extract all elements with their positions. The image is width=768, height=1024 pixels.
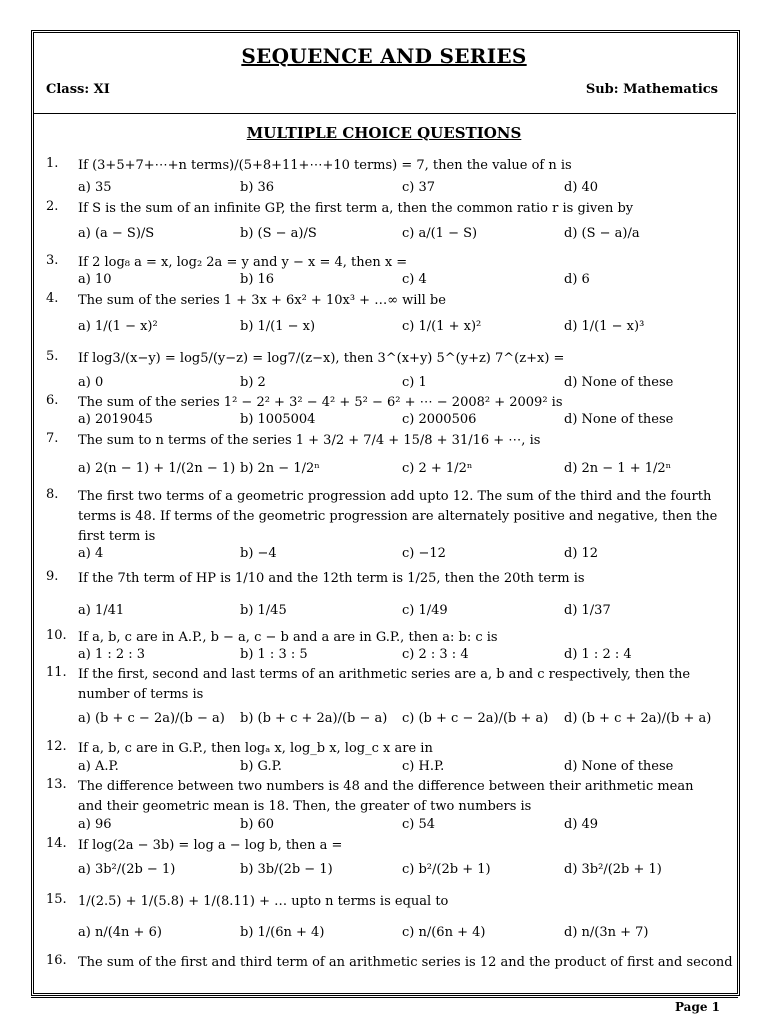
option-d: d) 2n − 1 + 1/2ⁿ: [564, 461, 672, 476]
option-c: c) b²/(2b + 1): [402, 862, 491, 877]
option-c: c) H.P.: [402, 759, 445, 774]
option-a: a) A.P.: [78, 759, 119, 774]
option-b: b) 60: [240, 817, 275, 832]
question-text: If S is the sum of an infinite GP, the first term a, then the common ratio r is given by: [78, 201, 634, 216]
option-c: c) 54: [402, 817, 436, 832]
option-a: a) 1/41: [78, 603, 125, 618]
option-c: c) a/(1 − S): [402, 226, 478, 241]
question-text: If (3+5+7+⋯+n terms)/(5+8+11+⋯+10 terms) = 7, then the value of n is: [78, 158, 572, 173]
question-number: 13.: [46, 777, 67, 792]
option-a: a) (b + c − 2a)/(b − a): [78, 711, 225, 726]
option-d: d) 12: [564, 546, 599, 561]
question-text: If log(2a − 3b) = log a − log b, then a =: [78, 838, 343, 853]
question-number: 2.: [46, 199, 59, 214]
question-text: If the first, second and last terms of an arithmetic series are a, b and c respectively, then the number of terms is: [78, 667, 691, 702]
option-a: a) 2019045: [78, 412, 153, 427]
question-number: 16.: [46, 953, 67, 968]
option-d: d) None of these: [564, 375, 674, 390]
option-c: c) 1/49: [402, 603, 448, 618]
option-a: a) 2(n − 1) + 1/(2n − 1): [78, 461, 236, 476]
page-number: Page 1: [674, 1000, 720, 1014]
option-c: c) −12: [402, 546, 446, 561]
option-c: c) 1/(1 + x)²: [402, 319, 482, 334]
option-b: b) 2: [240, 375, 266, 390]
option-b: b) 1/(6n + 4): [240, 925, 325, 940]
option-b: b) 36: [240, 180, 275, 195]
question-number: 10.: [46, 628, 67, 643]
question-text: If log3/(x−y) = log5/(y−z) = log7/(z−x), then 3^(x+y) 5^(y+z) 7^(z+x) =: [78, 351, 565, 366]
option-a: a) 35: [78, 180, 112, 195]
question-text: The sum of the first and third term of an arithmetic series is 12 and the product of first and second: [78, 955, 733, 970]
option-a: a) 4: [78, 546, 104, 561]
option-c: c) 4: [402, 272, 427, 287]
question-text: If a, b, c are in G.P., then logₐ x, log_b x, log_c x are in: [78, 741, 433, 756]
option-b: b) G.P.: [240, 759, 282, 774]
question-number: 6.: [46, 393, 59, 408]
question-text: The difference between two numbers is 48 and the difference between their arithmetic mean and their geometric mean is 18. Then, the greater of two numbers is: [78, 779, 694, 814]
question-text: If a, b, c are in A.P., b − a, c − b and a are in G.P., then a: b: c is: [78, 630, 498, 645]
question-text: The sum of the series 1² − 2² + 3² − 4² + 5² − 6² + ⋯ − 2008² + 2009² is: [78, 395, 563, 410]
option-a: a) 3b²/(2b − 1): [78, 862, 176, 877]
question-number: 4.: [46, 291, 59, 306]
option-d: d) (b + c + 2a)/(b + a): [564, 711, 712, 726]
option-d: d) None of these: [564, 759, 674, 774]
footer-divider: [31, 997, 738, 998]
option-b: b) 1/(1 − x): [240, 319, 316, 334]
question-text: The sum of the series 1 + 3x + 6x² + 10x³ + …∞ will be: [78, 293, 446, 308]
option-d: d) 3b²/(2b + 1): [564, 862, 662, 877]
option-a: a) n/(4n + 6): [78, 925, 162, 940]
question-number: 12.: [46, 739, 67, 754]
option-c: c) n/(6n + 4): [402, 925, 486, 940]
header-divider: [33, 113, 736, 114]
option-b: b) 2n − 1/2ⁿ: [240, 461, 320, 476]
question-text: The first two terms of a geometric progression add upto 12. The sum of the third and the fourth terms is 48. If terms of the geometric progression are alternately positive and negative, then the first term is: [78, 489, 718, 544]
question-number: 15.: [46, 892, 67, 907]
option-a: a) 10: [78, 272, 112, 287]
option-b: b) −4: [240, 546, 277, 561]
question-number: 7.: [46, 431, 59, 446]
option-b: b) 3b/(2b − 1): [240, 862, 333, 877]
option-c: c) (b + c − 2a)/(b + a): [402, 711, 549, 726]
question-number: 11.: [46, 665, 67, 680]
option-c: c) 2 : 3 : 4: [402, 647, 469, 662]
option-d: d) (S − a)/a: [564, 226, 640, 241]
question-number: 8.: [46, 487, 59, 502]
option-d: d) 1/(1 − x)³: [564, 319, 645, 334]
option-b: b) 1/45: [240, 603, 287, 618]
option-b: b) (b + c + 2a)/(b − a): [240, 711, 388, 726]
option-c: c) 1: [402, 375, 427, 390]
question-number: 1.: [46, 156, 59, 171]
option-a: a) 1 : 2 : 3: [78, 647, 146, 662]
question-text: 1/(2.5) + 1/(5.8) + 1/(8.11) + … upto n terms is equal to: [78, 894, 449, 909]
option-a: a) 96: [78, 817, 112, 832]
option-c: c) 2 + 1/2ⁿ: [402, 461, 473, 476]
question-number: 14.: [46, 836, 67, 851]
option-d: d) None of these: [564, 412, 674, 427]
option-d: d) 40: [564, 180, 599, 195]
option-d: d) 1/37: [564, 603, 611, 618]
option-a: a) 1/(1 − x)²: [78, 319, 158, 334]
option-c: c) 2000506: [402, 412, 477, 427]
option-b: b) 1 : 3 : 5: [240, 647, 308, 662]
option-a: a) (a − S)/S: [78, 226, 155, 241]
question-number: 5.: [46, 349, 59, 364]
option-d: d) 1 : 2 : 4: [564, 647, 632, 662]
subject-label: Sub: Mathematics: [585, 82, 718, 97]
option-a: a) 0: [78, 375, 104, 390]
option-d: d) n/(3n + 7): [564, 925, 649, 940]
question-number: 9.: [46, 569, 59, 584]
option-c: c) 37: [402, 180, 436, 195]
option-d: d) 6: [564, 272, 590, 287]
question-text: The sum to n terms of the series 1 + 3/2 + 7/4 + 15/8 + 31/16 + ⋯, is: [78, 433, 541, 448]
option-b: b) (S − a)/S: [240, 226, 317, 241]
option-b: b) 1005004: [240, 412, 316, 427]
option-d: d) 49: [564, 817, 599, 832]
section-title: MULTIPLE CHOICE QUESTIONS: [246, 124, 522, 142]
class-label: Class: XI: [46, 82, 110, 97]
question-number: 3.: [46, 253, 59, 268]
option-b: b) 16: [240, 272, 275, 287]
question-text: If the 7th term of HP is 1/10 and the 12th term is 1/25, then the 20th term is: [78, 571, 585, 586]
document-title: SEQUENCE AND SERIES: [241, 44, 527, 68]
question-text: If 2 log₈ a = x, log₂ 2a = y and y − x = 4, then x =: [78, 255, 408, 270]
